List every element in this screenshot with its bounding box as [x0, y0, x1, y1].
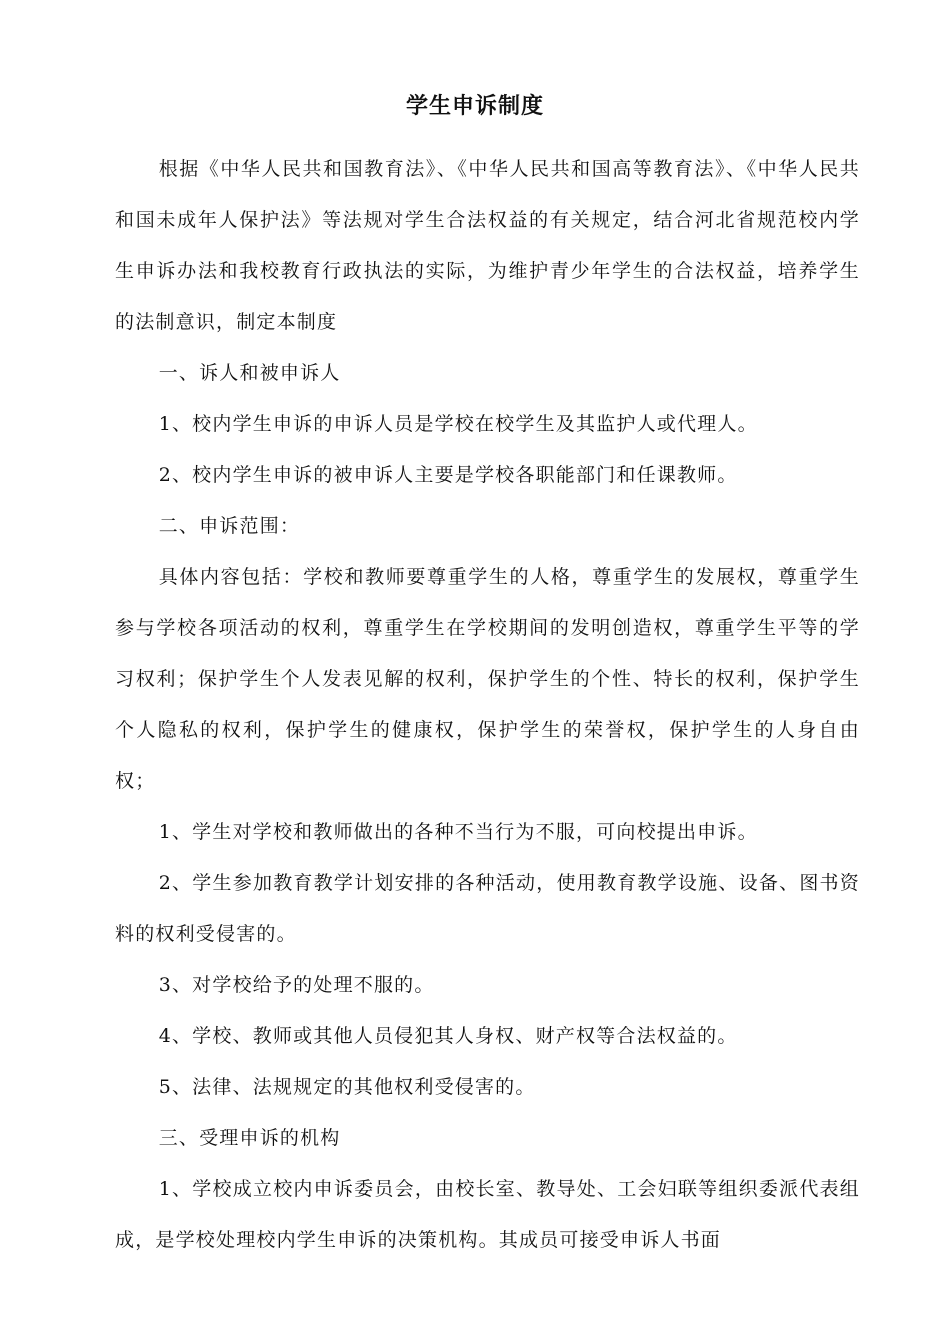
- paragraph: 3、对学校给予的处理不服的。: [158, 974, 435, 996]
- paragraph: 具体内容包括：学校和教师要尊重学生的人格，尊重学生的发展权，尊重学生参与学校各项活动的权利，尊重学生在学校期间的发明创造权，尊重学生平等的学习权利；保护学生个人发表见解的权利，保护学生的个性、特长的权利，保护学生个人隐私的权利，保护学生的健康权，保护学生的荣誉权，保护学生的人身自由权；: [115, 566, 860, 792]
- document-body: [115, 144, 860, 1266]
- section-heading-2: 二、申诉范围：: [158, 515, 301, 537]
- section-heading-3: 三、受理申诉的机构: [158, 1127, 341, 1149]
- paragraph: 1、学生对学校和教师做出的各种不当行为不服，可向校提出申诉。: [158, 821, 758, 843]
- paragraph: 4、学校、教师或其他人员侵犯其人身权、财产权等合法权益的。: [158, 1025, 738, 1047]
- paragraph: 1、校内学生申诉的申诉人员是学校在校学生及其监护人或代理人。: [158, 413, 758, 435]
- paragraph: 2、校内学生申诉的被申诉人主要是学校各职能部门和任课教师。: [158, 464, 738, 486]
- section-heading-1: 一、诉人和被申诉人: [158, 362, 341, 384]
- paragraph: 1、学校成立校内申诉委员会，由校长室、教导处、工会妇联等组织委派代表组成，是学校处理校内学生申诉的决策机构。其成员可接受申诉人书面: [115, 1178, 860, 1251]
- paragraph: 5、法律、法规规定的其他权利受侵害的。: [158, 1076, 536, 1098]
- paragraph-preamble: 根据《中华人民共和国教育法》、《中华人民共和国高等教育法》、《中华人民共和国未成年人保护法》等法规对学生合法权益的有关规定，结合河北省规范校内学生申诉办法和我校教育行政执法的实际，为维护青少年学生的合法权益，培养学生的法制意识，制定本制度: [115, 158, 860, 333]
- document-title: 学生申诉制度: [405, 94, 544, 119]
- paragraph: 2、学生参加教育教学计划安排的各种活动，使用教育教学设施、设备、图书资料的权利受侵害的。: [115, 872, 860, 945]
